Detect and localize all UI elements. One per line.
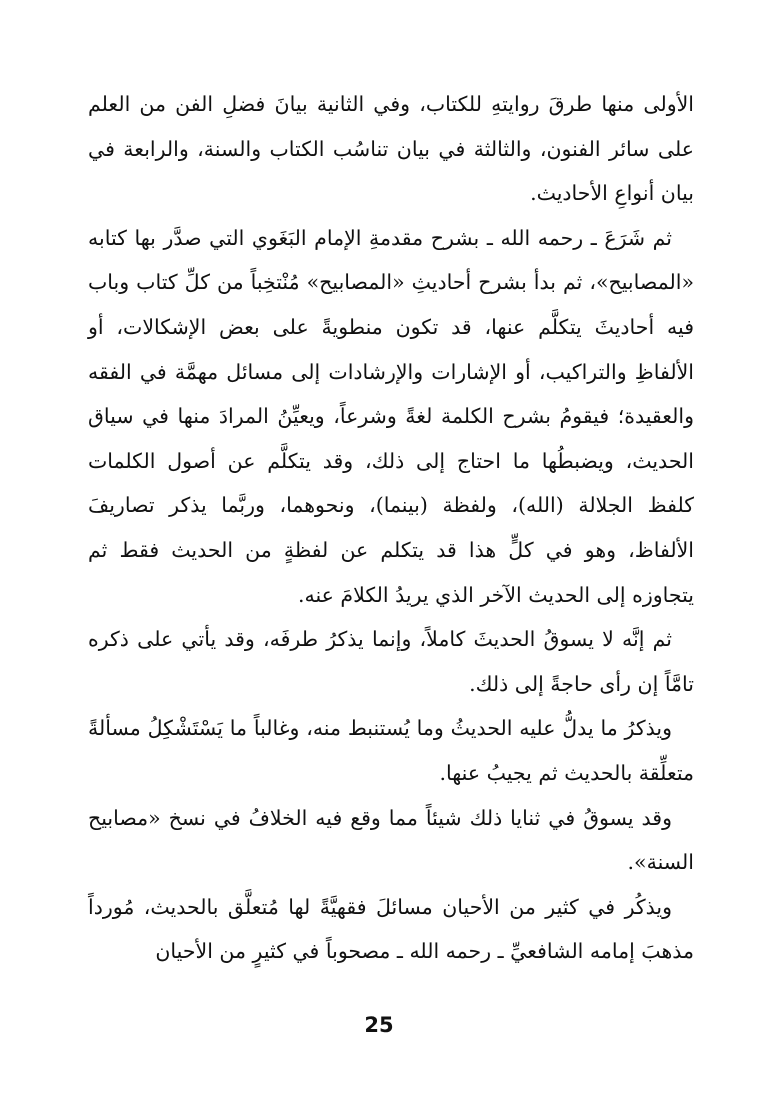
paragraph-4: ويذكرُ ما يدلُّ عليه الحديثُ وما يُستنبط منه، وغالباً ما يَسْتَشْكِلُ مسألةً متعلِّقة بالحديث ثم يجيبُ عنها. [88, 716, 694, 785]
paragraph-5: وقد يسوقُ في ثنايا ذلك شيئاً مما وقع فيه الخلافُ في نسخ «مصابيح السنة». [88, 805, 694, 875]
body-text [88, 82, 694, 974]
paragraph-3: ثم إنَّه لا يسوقُ الحديثَ كاملاً، وإنما يذكرُ طرفَه، وقد يأتي على ذكره تامَّاً إن رأى حاجةً إلى ذلك. [88, 627, 694, 696]
paragraph-6: ويذكُر في كثير من الأحيان مسائلَ فقهيَّةً لها مُتعلَّق بالحديث، مُورداً مذهبَ إمامه الشافعيِّ ـ رحمه الله ـ مصحوباً في كثيرٍ من الأحيان [88, 894, 694, 964]
paragraph-1: الأولى منها طرقَ روايتهِ للكتاب، وفي الثانية بيانَ فضلِ الفن من العلم على سائر الفنون، والثالثة في بيان تناسُب الكتاب والسنة، والرابعة في بيان أنواعِ الأحاديث. [88, 92, 694, 206]
paragraph-2: ثم شَرَعَ ـ رحمه الله ـ بشرح مقدمةِ الإمام البَغَوي التي صدَّر بها كتابه «المصابيح»، ثم بدأ بشرح أحاديثِ «المصابيح» مُنْتخِباً من كلِّ كتاب وباب فيه أحاديثَ يتكلَّم عنها، قد تكون منطويةً على بعض الإشكالات، أو الألفاظِ والتراكيب، أو الإشارات والإرشادات إلى مسائل مهمَّة في الفقه والعقيدة؛ فيقومُ بشرح الكلمة لغةً وشرعاً، ويعيِّنُ المرادَ منها في سياق الحديث، ويضبطُها ما احتاج إلى ذلك، وقد يتكلَّم عن أصول الكلمات كلفظ الجلالة (الله)، ولفظة (بينما)، ونحوهما، وربَّما يذكر تصاريفَ الألفاظ، وهو في كلٍّ هذا قد يتكلم عن لفظةٍ من الحديث فقط ثم يتجاوزه إلى الحديث الآخر الذي يريدُ الكلامَ عنه. [88, 225, 694, 607]
page-number: 25 [364, 1013, 394, 1037]
